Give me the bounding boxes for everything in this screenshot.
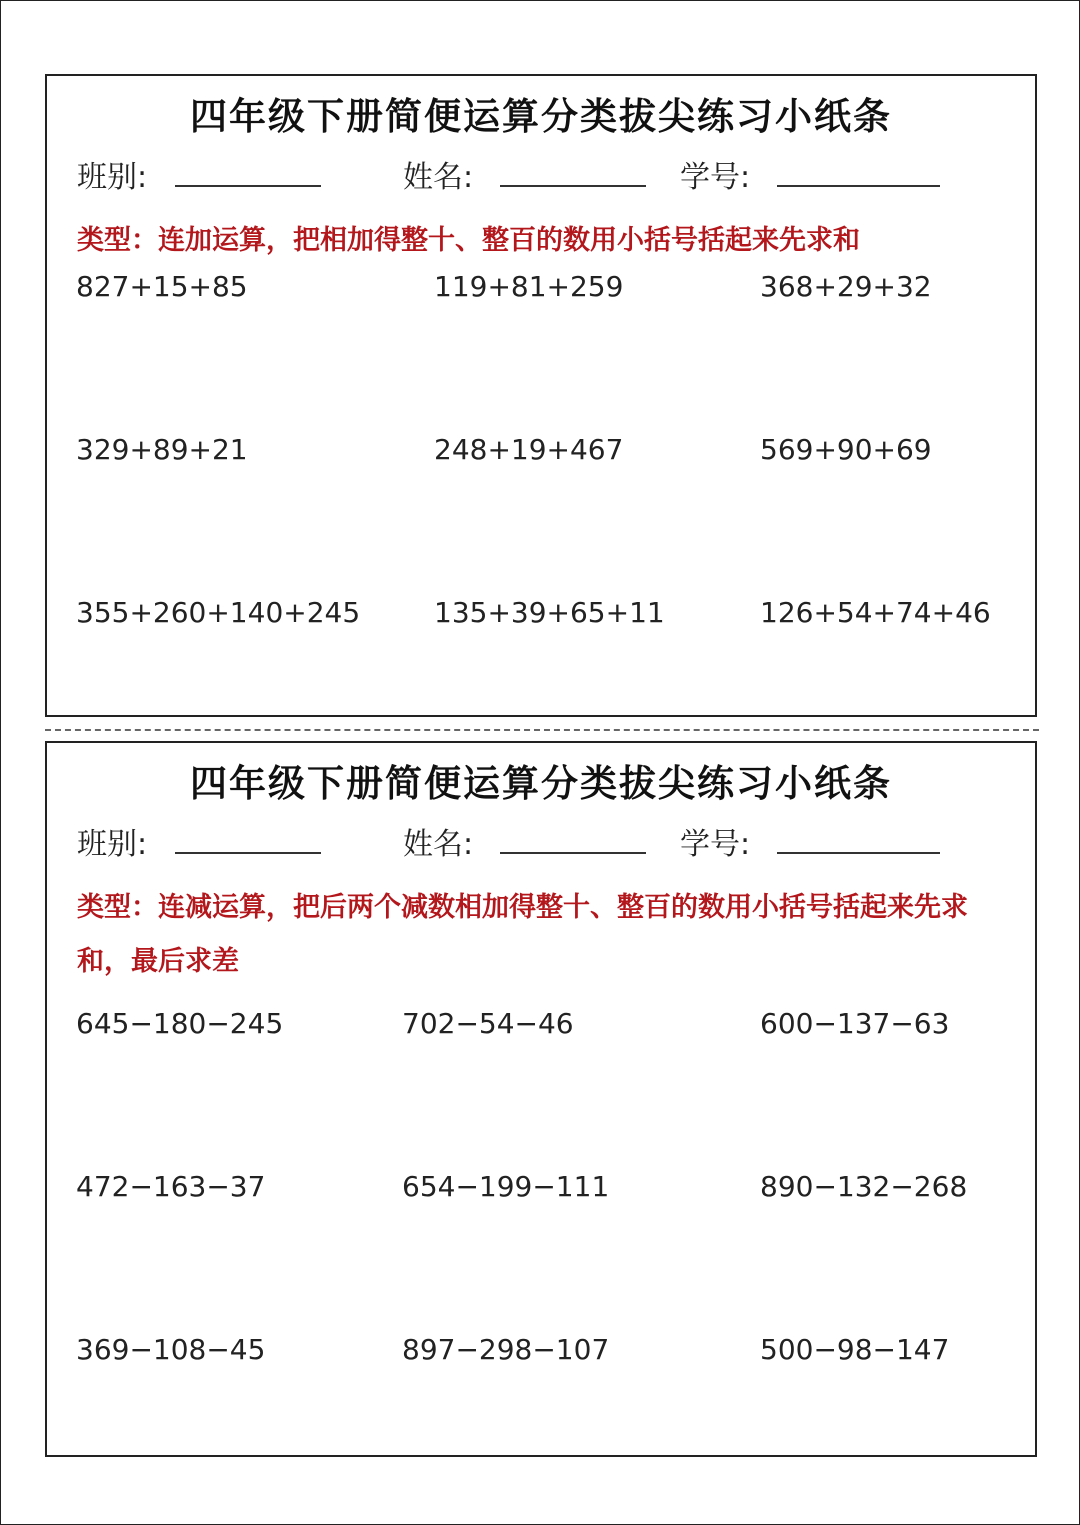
- practice-card-addition: [45, 74, 1037, 717]
- problem-item: 500−98−147: [760, 1333, 950, 1366]
- student-id-field[interactable]: [777, 852, 940, 854]
- name-label: 姓名:: [403, 827, 474, 862]
- problem-item: 248+19+467: [434, 433, 624, 466]
- problem-item: 355+260+140+245: [76, 596, 361, 629]
- class-label: 班别:: [77, 160, 148, 195]
- type-instruction: 类型：连加运算，把相加得整十、整百的数用小括号括起来先求和: [77, 225, 860, 256]
- student-id-label: 学号:: [680, 160, 751, 195]
- type-instruction: 类型：连减运算，把后两个减数相加得整十、整百的数用小括号括起来先求和，最后求差: [77, 892, 968, 977]
- class-label: 班别:: [77, 827, 148, 862]
- problem-item: 126+54+74+46: [760, 596, 991, 629]
- cut-line-divider: [45, 729, 1039, 731]
- student-id-field[interactable]: [777, 185, 940, 187]
- problem-item: 472−163−37: [76, 1170, 266, 1203]
- name-label: 姓名:: [403, 160, 474, 195]
- problem-item: 897−298−107: [402, 1333, 610, 1366]
- practice-card-subtraction: [45, 741, 1037, 1457]
- problem-item: 368+29+32: [760, 270, 932, 303]
- student-id-label: 学号:: [680, 827, 751, 862]
- problem-item: 135+39+65+11: [434, 596, 665, 629]
- problem-item: 827+15+85: [76, 270, 248, 303]
- class-field[interactable]: [175, 852, 321, 854]
- card-title: 四年级下册简便运算分类拔尖练习小纸条: [190, 762, 892, 805]
- name-field[interactable]: [500, 185, 646, 187]
- problem-item: 600−137−63: [760, 1007, 950, 1040]
- problem-item: 645−180−245: [76, 1007, 284, 1040]
- name-field[interactable]: [500, 852, 646, 854]
- problem-item: 890−132−268: [760, 1170, 968, 1203]
- problem-item: 119+81+259: [434, 270, 624, 303]
- problem-item: 702−54−46: [402, 1007, 574, 1040]
- problem-item: 369−108−45: [76, 1333, 266, 1366]
- class-field[interactable]: [175, 185, 321, 187]
- problem-item: 569+90+69: [760, 433, 932, 466]
- problem-item: 329+89+21: [76, 433, 248, 466]
- problem-item: 654−199−111: [402, 1170, 610, 1203]
- card-title: 四年级下册简便运算分类拔尖练习小纸条: [190, 95, 892, 138]
